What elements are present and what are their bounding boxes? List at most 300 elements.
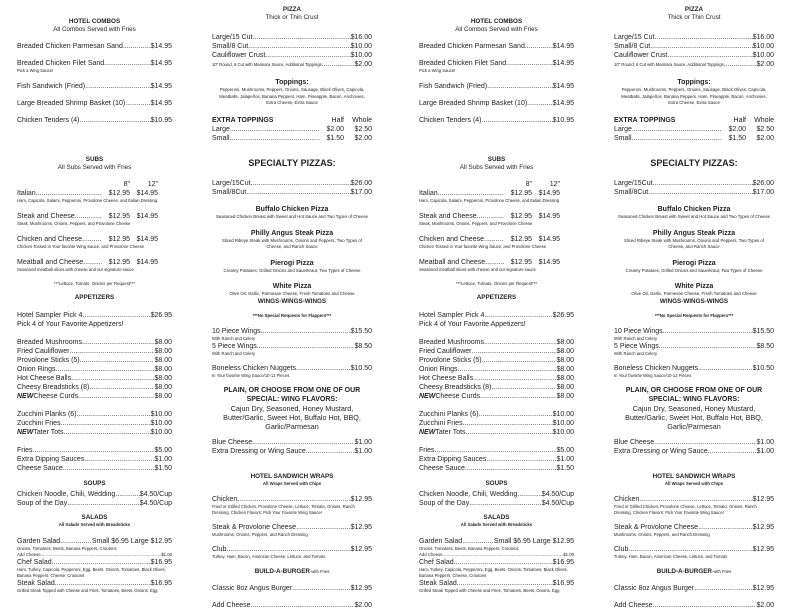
item-name: Large/15Cut [614,180,653,187]
item-name: Large [614,125,632,133]
item-heading: Toppings: [677,79,711,86]
dot-leader [479,410,553,419]
item-group [614,545,774,560]
item-name: Club [212,545,227,553]
item-price: $1.00 [161,551,172,557]
item-group [17,258,172,273]
menu-item [419,258,574,267]
item-name: Onion Rings [17,366,56,373]
menu-item [614,125,774,134]
price-column-header [17,180,172,189]
item-description: Ham, Capicola, Salami, Pepperoni, Provolone Cheese, and Italian Dressing [419,198,560,203]
section-title-text: BUILD-A-BURGER [254,568,310,575]
menu-item [614,327,774,336]
menu-item [17,464,172,473]
menu-item [614,42,774,51]
menu-item [212,327,372,336]
menu-column [17,0,172,600]
dot-leader [17,180,102,189]
item-description: Pick a Wing Sauce! [17,68,54,73]
menu-item [419,419,574,428]
item-description: Seasoned meatball slices with cheese and our signature sauce [17,267,134,272]
item-price: Small $6.95 Large $12.95 [493,537,574,545]
item-name: EXTRA TOPPINGS [212,116,274,124]
item-name: Extra Dipping Sauces [419,456,487,463]
item-name: 5 Piece Wings [212,342,257,350]
section-subtitle: All Salads Served with Breadsticks [460,522,533,527]
dot-leader [473,374,556,383]
item-price: $14.95 [150,100,172,107]
spacer [158,180,172,189]
section-salads [17,514,172,594]
item-price: $2.00 [354,61,372,68]
item-group [614,229,774,251]
item-name: EXTRA TOPPINGS [614,116,676,124]
item-name: Fries [17,447,33,454]
item-price: $4.50/Cup [541,500,574,507]
item-description: Grilled Steak Topped with Cheese and Fries, Tomatoes, Beets, Onions, Egg [419,587,560,593]
item-group [17,490,172,508]
item-name: Classic 8oz Angus Burger [614,585,695,592]
item-price: $4.50/Cup [139,500,172,507]
item-group [17,338,172,401]
item-price: $10.00 [350,52,372,59]
item-price: $14.95 [150,43,172,50]
item-group [212,116,372,143]
item-description: Ham, Turkey, Capicola, Pepperoni, Egg, Beets, Onions, Tomatoes, Black Olives, Banana Peppers, Cheese, Croutons [419,566,568,578]
dot-leader [485,258,504,267]
item-price-1: $12.95 [510,236,532,243]
dot-leader [226,545,350,554]
item-price-1: 8" [123,181,130,188]
menu-item [614,342,774,351]
dot-leader [52,558,151,567]
section-subtitle: Thick or Thin Crust [667,14,721,21]
item-name: Tater Tots [33,429,64,436]
section-title [212,568,372,576]
item-name: Add Cheese [212,602,251,609]
item-price-1: $2.00 [728,125,746,133]
item-name: Tater Tots [435,429,466,436]
item-description: Mushrooms, Onions, Peppers, and Ranch Dressing [212,531,308,537]
item-name: Cheesy Breadsticks (8) [17,384,90,391]
dot-leader [252,438,354,447]
item-price: $2.00 [354,602,372,609]
item-group [17,42,172,51]
item-price: $17.00 [752,189,774,196]
item-price-2: Whole [754,116,774,124]
dot-leader [82,311,150,320]
item-price-1: $1.50 [326,134,344,142]
menu-item [17,235,172,244]
section-title-text: HOTEL COMBOS [470,18,523,25]
menu-item [614,51,774,60]
spacer [158,235,172,244]
menu-item [17,311,172,320]
item-description: Steak, Mushrooms, Onions, Peppers, and Provolone Cheese [17,221,131,226]
item-price: $4.50/Cup [139,491,172,498]
item-name: Breaded Chicken Parmesan Sand [419,43,525,50]
dot-leader [257,342,355,351]
dot-leader [55,579,151,588]
item-description: Onions, Tomatoes, Beets, Banana Peppers, Croutons [17,545,117,551]
dot-leader [463,419,553,428]
section-wraps [212,473,372,560]
item-price: $8.00 [154,384,172,391]
item-price-1: $12.95 [108,236,130,243]
item-price: $16.95 [552,558,574,566]
section-title-text: SPECIALTY PIZZAS: [248,158,336,168]
menu-item [419,464,574,473]
item-price-1: $1.50 [728,134,746,142]
item-group [212,205,372,221]
item-group [419,311,574,329]
item-group [419,99,574,108]
section-title-text: HOTEL SANDWICH WRAPS [652,473,736,480]
item-price: $10.95 [552,117,574,124]
item-price: $1.00 [756,438,774,446]
item-group [17,82,172,91]
dot-leader [71,374,154,383]
section-title [614,157,774,169]
item-price-1: $12.95 [510,259,532,266]
dot-leader [482,116,553,125]
item-name: Soup of the Day [17,500,68,507]
section-title [614,298,774,306]
item-group [614,78,774,107]
item-name: Hot Cheese Balls [419,375,474,382]
item-group [419,537,574,594]
dot-leader [653,601,757,610]
item-name: Zucchini Fries [419,420,463,427]
dot-leader [648,188,752,197]
dot-leader [724,60,757,69]
dot-leader [292,584,350,593]
menu-item [17,42,172,51]
section-title [17,514,172,522]
dot-leader [628,545,752,554]
item-price-2: $14.95 [136,259,158,266]
section-title [419,514,574,522]
dot-leader [632,125,722,134]
item-name: Italian [419,190,438,197]
item-name: Add Cheese [419,551,443,557]
menu-item [17,189,172,198]
item-name: Small [212,134,230,142]
dot-leader [462,537,494,546]
dot-leader [85,82,151,91]
item-group [419,212,574,227]
item-price: $10.50 [752,364,774,372]
menu-item [17,383,172,392]
item-name: Small/8Cut [212,189,247,196]
section-title [17,156,172,164]
menu-item [419,410,574,419]
menu-item [419,428,574,437]
menu-item [614,179,774,188]
menu-item [419,383,574,392]
item-price-2: Whole [352,116,372,124]
item-price: $2.00 [756,602,774,609]
dot-leader [125,99,150,108]
item-group [212,545,372,560]
item-name: Chef Salad [17,558,52,566]
section-title-suffix: -with Fries [309,569,330,574]
menu-item [614,523,774,532]
menu-item [17,374,172,383]
section-title-text: SOUPS [83,480,106,487]
item-price: $26.00 [350,180,372,187]
item-price: $26.95 [552,312,574,319]
menu-item [419,338,574,347]
item-price-1: Half [331,116,344,124]
item-name: Zucchini Planks (6) [419,411,479,418]
item-heading: Pierogi Pizza [672,259,716,267]
dot-leader [694,584,752,593]
item-price: $10.00 [752,52,774,59]
menu-page-left [0,0,400,609]
item-description: Fried or Grilled Chicken, Provolone Cheese, Lettuce, Tomato, Onions, Ranch Dressing, Chicken Flavors: Pick Your Favorite Wing Sauce! [614,503,757,515]
section-pizza [614,6,774,143]
item-group [212,523,372,538]
menu-item [419,392,574,401]
item-price: $1.00 [354,438,372,446]
item-group [212,327,372,357]
section-title-text: SUBS [487,156,506,163]
item-name: Garden Salad [17,537,61,545]
item-description: Turkey, Ham, Bacon, American Cheese, Lettuce, and Tomato [614,553,728,559]
dot-leader [469,499,541,508]
dot-leader [517,490,541,499]
dot-leader [675,116,722,125]
item-group [212,259,372,275]
menu-text: Pepperoni, Mushrooms, Peppers, Onions, Sausage, Black Olives, Capicola, Meatballs, Jalapeños, Banana Peppers, Ham, Pineapple, Bacon, Anchovies, Extra Cheese, Extra Sauce [219,87,365,105]
section-title [614,568,774,576]
item-name: 10" Round, 6 Cut with Marinara Sauce, Additional Toppings [212,62,322,67]
item-group [419,258,574,273]
item-group [212,495,372,516]
item-description: In Your favorite Wing Sauce/10-12 Pieces [614,372,692,378]
item-heading: Philly Angus Steak Pizza [652,229,736,237]
item-group [17,212,172,227]
dot-leader [80,356,155,365]
item-heading: White Pizza [272,283,312,290]
item-price: $12.95 [752,523,774,531]
dot-leader [84,455,154,464]
section-hotel-combos [419,18,574,125]
item-name: 5 Piece Wings [614,342,659,350]
menu-text: ***No Special Requests for Flappers*** [654,313,734,318]
new-badge: NEW [17,393,34,400]
item-price-2: $2.00 [354,134,372,142]
section-hotel-combos [17,18,172,125]
menu-item [212,545,372,554]
item-group [614,259,774,275]
item-price: $12.95 [752,585,774,592]
item-name: Provolone Sticks (5) [17,357,80,364]
item-name: Breaded Mushrooms [17,339,82,346]
menu-item [212,601,372,610]
menu-item [212,42,372,51]
dot-leader [77,410,151,419]
item-price: $14.95 [150,60,172,67]
item-group [17,235,172,250]
item-price-1: Half [733,116,746,124]
menu-text: Olive Oil, Garlic, Parmesan Cheese, Fresh Tomatoes and Cheese [229,291,355,296]
item-name: Large/15Cut [212,180,251,187]
item-name: Hotel Sampler Pick 4 [419,312,485,319]
item-heading: White Pizza [674,283,714,290]
menu-item [614,438,774,447]
item-description: Fried or Grilled Chicken, Provolone Cheese, Lettuce, Tomato, Onions, Ranch Dressing, Chicken Flavors: Pick Your Favorite Wing Sauce! [212,503,355,515]
item-name: Italian [17,190,36,197]
menu-item [614,545,774,554]
section-title-text: PIZZA [684,6,704,13]
item-price: $14.95 [552,100,574,107]
item-price: $8.50 [354,342,372,350]
dot-leader [83,258,102,267]
menu-text: Olive Oil, Garlic, Parmesan Cheese, Fresh Tomatoes and Cheese [631,291,757,296]
dot-leader [115,490,139,499]
dot-leader [639,495,752,504]
dot-leader [33,446,155,455]
menu-text: Pick 4 of Your Favorite Appetizers! [419,321,526,328]
dot-leader [435,446,557,455]
item-price: $14.95 [150,83,172,90]
item-group [614,282,774,298]
item-price: $16.95 [150,558,172,566]
item-description: Turkey, Ham, Bacon, American Cheese, Lettuce, and Tomato [212,553,326,559]
item-price: $1.00 [556,456,574,463]
item-name: Steak Salad [17,579,55,587]
dot-leader [36,189,102,198]
menu-item [212,584,372,593]
item-group [419,59,574,74]
dot-leader [123,42,151,51]
menu-text: Seasoned Chicken Breast with Sweet and Hot Sauce and Two Types of Cheese [216,214,368,219]
item-price: $5.00 [556,447,574,454]
item-group [212,313,372,320]
dot-leader [261,327,351,336]
item-heading: Pierogi Pizza [270,259,314,267]
price-column-header [212,116,372,125]
item-group [419,180,574,204]
item-name: Soup of the Day [419,500,470,507]
item-group [17,446,172,473]
item-name: Large/15 Cut [212,34,253,41]
section-title-text: SPECIALTY PIZZAS: [650,158,738,168]
dot-leader [104,59,150,68]
dot-leader [89,383,154,392]
menu-item [419,365,574,374]
item-group [212,282,372,298]
item-price: $8.00 [556,393,574,400]
menu-item [17,419,172,428]
item-name: Onion Rings [419,366,458,373]
item-name: Large [212,125,230,133]
dot-leader [306,447,355,456]
dot-leader [698,523,753,532]
dot-leader [246,188,350,197]
item-price: $26.95 [150,312,172,319]
dot-leader [252,33,350,42]
menu-item [614,447,774,456]
menu-item [17,490,172,499]
item-price: $8.00 [154,339,172,346]
menu-item [614,364,774,373]
item-name: Chicken [212,495,238,503]
new-badge: NEW [419,429,436,436]
item-price: $8.00 [556,348,574,355]
menu-item [17,116,172,125]
menu-text: Sliced Ribeye Steak with Mushrooms, Onions and Peppers, Two Types of Cheese, and Ranch Sauce [221,237,363,249]
item-name: Extra Dipping Sauces [17,456,85,463]
menu-item [17,365,172,374]
dot-leader [230,125,320,134]
item-price: $8.00 [556,375,574,382]
menu-item [419,42,574,51]
spacer [560,258,574,267]
menu-item [17,258,172,267]
dot-leader [273,116,320,125]
item-price-2: $14.95 [538,236,560,243]
item-description: Onions, Tomatoes, Beets, Banana Peppers, Croutons [419,545,519,551]
item-price: $10.00 [150,420,172,427]
price-column-header [419,180,574,189]
spacer [560,189,574,198]
item-price: $8.00 [556,384,574,391]
menu-item [17,499,172,508]
menu-item [17,338,172,347]
menu-text: ***No Special Requests for Flappers*** [252,313,332,318]
item-name: Small [614,134,632,142]
item-price: $16.00 [752,34,774,41]
menu-text: Pepperoni, Mushrooms, Peppers, Onions, Sausage, Black Olives, Capicola, Meatballs, Jalapeños, Banana Peppers, Ham, Pineapple, Bacon, Anchovies, Extra Cheese, Extra Sauce [621,87,767,105]
item-name: Chicken Tenders (4) [419,117,482,124]
menu-column [212,0,372,609]
section-burger [212,568,372,610]
menu-item [419,347,574,356]
menu-item [419,99,574,108]
item-price-1: $12.95 [108,259,130,266]
item-price: $10.00 [552,411,574,418]
item-price: $10.00 [552,420,574,427]
dot-leader [82,338,154,347]
item-price-1: $12.95 [108,190,130,197]
menu-text: Cajun Dry, Seasoned, Honey Mustard, Butter/Garlic, Sweet Hot, Buffalo Hot, BBQ, Garlic/Parmesan [625,403,763,431]
item-price: $14.95 [552,83,574,90]
menu-item [212,33,372,42]
menu-text: ***Lettuce, Tomato, Onions per Request*** [455,281,538,286]
item-group [17,99,172,108]
item-group [614,116,774,143]
menu-text: Pick 4 of Your Favorite Appetizers! [17,321,124,328]
item-name: Add Cheese [17,551,41,557]
dot-leader [75,212,102,221]
item-description: With Ranch and Celery [614,350,658,356]
dot-leader [296,523,351,532]
dot-leader [632,134,722,143]
section-title [212,157,372,169]
section-title [212,298,372,306]
item-price-1: $12.95 [510,213,532,220]
section-wings [212,298,372,456]
menu-item [419,116,574,125]
dot-leader [454,558,553,567]
item-price: $8.50 [756,342,774,350]
dot-leader [56,365,155,374]
item-name: Garden Salad [419,537,463,545]
